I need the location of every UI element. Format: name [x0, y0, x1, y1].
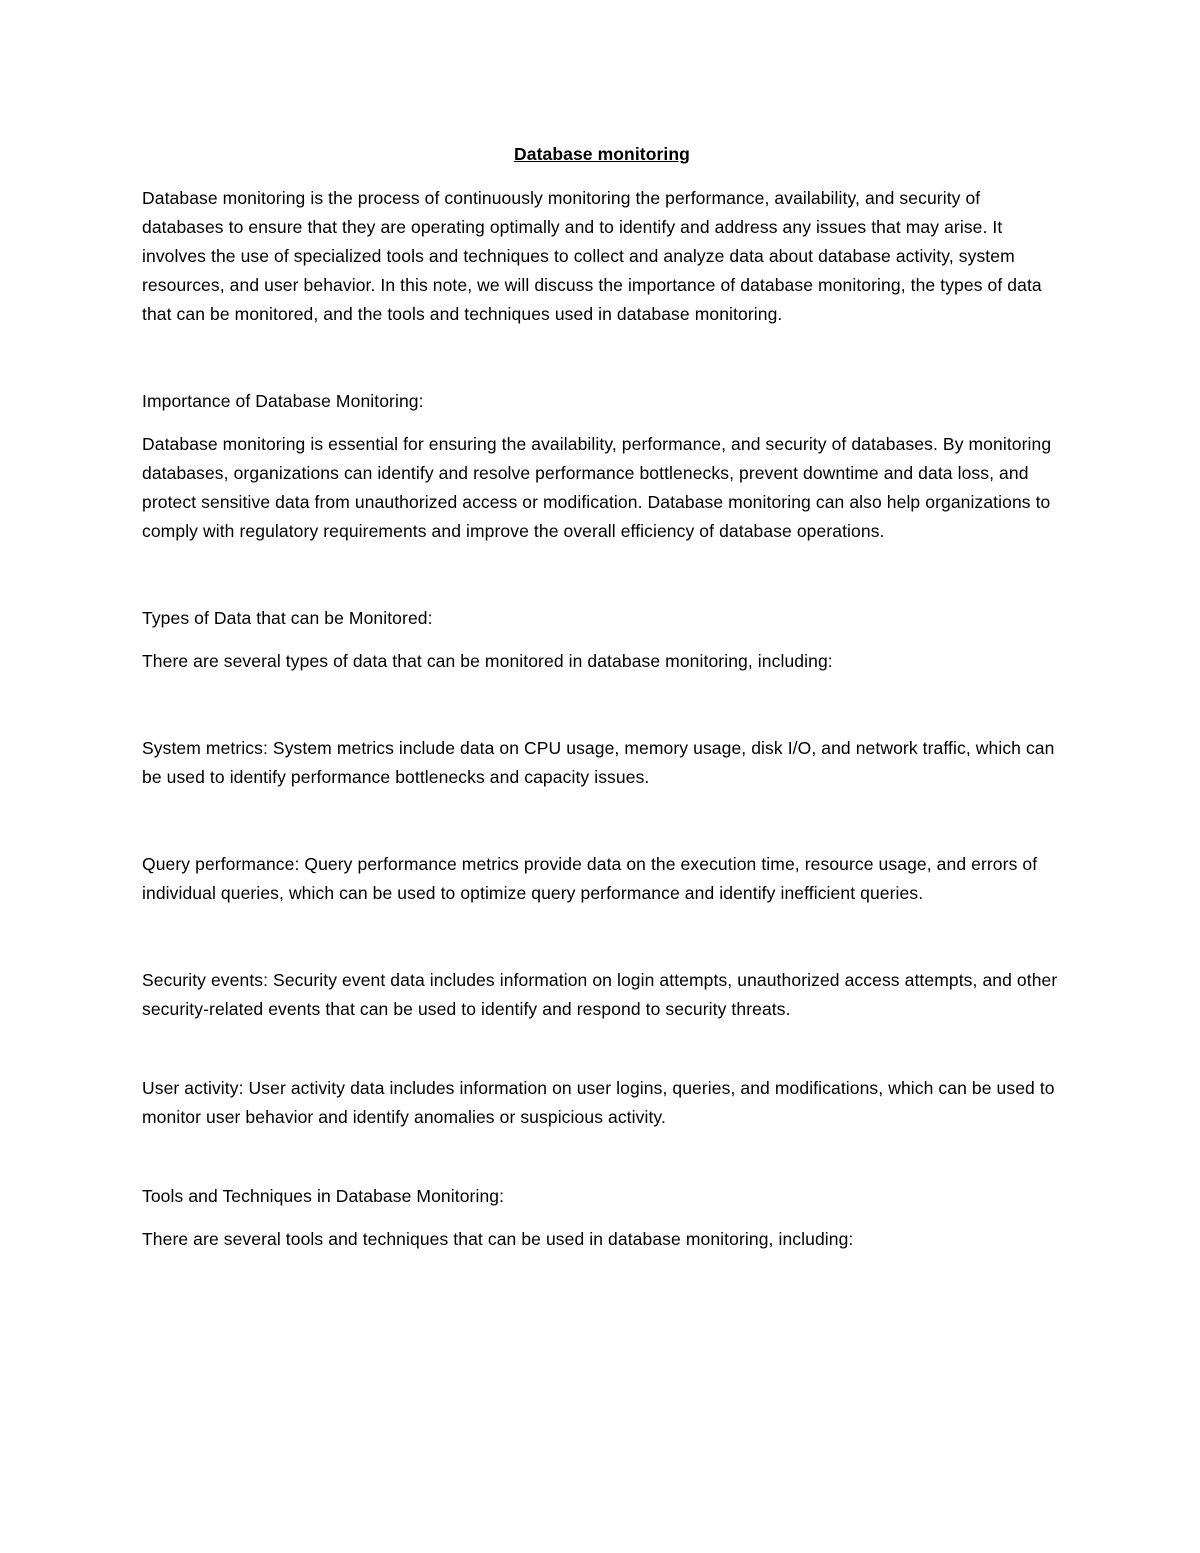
- types-heading: Types of Data that can be Monitored:: [142, 608, 433, 628]
- importance-heading: Importance of Database Monitoring:: [142, 391, 424, 411]
- document-body: [142, 140, 1062, 1254]
- system-metrics-paragraph: System metrics: System metrics include data on CPU usage, memory usage, disk I/O, and network traffic, which can be used to identify performance bottlenecks and capacity issues.: [142, 738, 1055, 787]
- tools-intro: There are several tools and techniques that can be used in database monitoring, including:: [142, 1229, 854, 1249]
- importance-paragraph: Database monitoring is essential for ensuring the availability, performance, and security of databases. By monitoring databases, organizations can identify and resolve performance bottlenecks, prevent downtime and data loss, and protect sensitive data from unauthorized access or modification. Database monitoring can also help organizations to comply with regulatory requirements and improve the overall efficiency of database operations.: [142, 434, 1052, 541]
- query-performance-paragraph: Query performance: Query performance metrics provide data on the execution time, resource usage, and errors of individual queries, which can be used to optimize query performance and identify inefficient queries.: [142, 854, 1038, 903]
- types-intro: There are several types of data that can be monitored in database monitoring, including:: [142, 651, 833, 671]
- intro-paragraph: Database monitoring is the process of continuously monitoring the performance, availability, and security of databases to ensure that they are operating optimally and to identify and address any issues that may arise. It involves the use of specialized tools and techniques to collect and analyze data about database activity, system resources, and user behavior. In this note, we will discuss the importance of database monitoring, the types of data that can be monitored, and the tools and techniques used in database monitoring.: [142, 188, 1042, 324]
- user-activity-paragraph: User activity: User activity data includes information on user logins, queries, and modifications, which can be used to monitor user behavior and identify anomalies or suspicious activity.: [142, 1078, 1055, 1127]
- document-title: Database monitoring: [514, 144, 690, 164]
- tools-heading: Tools and Techniques in Database Monitoring:: [142, 1186, 505, 1206]
- security-events-paragraph: Security events: Security event data includes information on login attempts, unauthorized access attempts, and other security-related events that can be used to identify and respond to security threats.: [142, 970, 1058, 1019]
